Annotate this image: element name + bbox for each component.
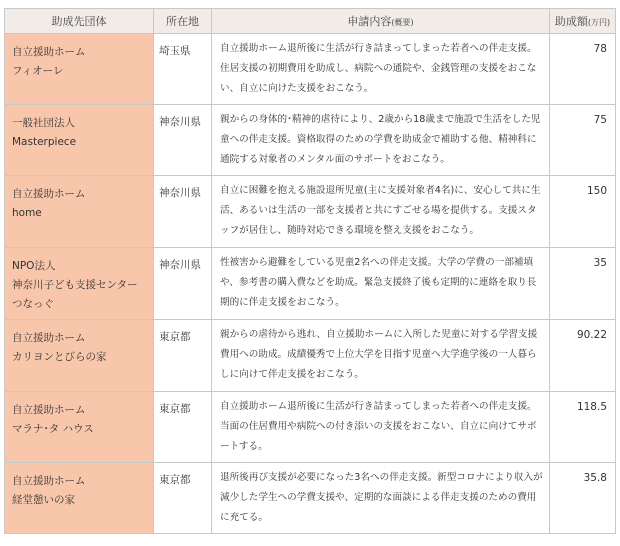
amount-cell: 35	[550, 248, 616, 320]
amount-cell: 35.8	[550, 463, 616, 534]
org-cell	[5, 248, 154, 320]
org-line-1: 自立援助ホーム	[12, 46, 86, 58]
table-row	[5, 320, 616, 392]
org-line-3: つなっぐ	[12, 298, 54, 310]
header-org-label: 助成先団体	[51, 15, 107, 28]
header-desc-label: 申請内容	[347, 15, 392, 28]
pref-cell: 東京都	[154, 463, 212, 534]
pref-cell: 神奈川県	[154, 176, 212, 248]
desc-cell: 自立に困難を抱える施設退所児童(主に支援対象者4名)に、安心して共に生活、あるいは生活の一部を支援者と共にすごせる場を提供する。支援スタッフが居住し、随時対応できる環境を整え支援をおこなう。	[212, 176, 550, 248]
org-line-2: 経堂憩いの家	[12, 494, 75, 506]
header-row	[5, 9, 616, 34]
header-desc-note: (概要)	[391, 18, 414, 27]
amount-cell: 90.22	[550, 320, 616, 392]
org-cell	[5, 320, 154, 392]
org-cell	[5, 463, 154, 534]
amount-cell: 75	[550, 105, 616, 176]
org-line-2: フィオーレ	[12, 65, 64, 77]
desc-cell: 親からの身体的･精神的虐待により、2歳から18歳まで施設で生活をした児童への伴走支援。資格取得のための学費を助成金で補助する他、精神科に通院する対象者のメンタル面のサポートをおこなう。	[212, 105, 550, 176]
org-line-1: 自立援助ホーム	[12, 188, 86, 200]
pref-cell: 神奈川県	[154, 248, 212, 320]
pref-cell: 東京都	[154, 320, 212, 392]
pref-cell: 東京都	[154, 392, 212, 463]
org-line-2: home	[12, 207, 42, 219]
header-amount	[550, 9, 616, 34]
org-line-1: 一般社団法人	[12, 117, 75, 129]
org-line-1: 自立援助ホーム	[12, 332, 86, 344]
table-row	[5, 176, 616, 248]
org-cell	[5, 105, 154, 176]
pref-cell: 神奈川県	[154, 105, 212, 176]
header-amount-label: 助成額	[554, 15, 588, 28]
org-line-2: Masterpiece	[12, 136, 77, 148]
header-amount-unit: (万円)	[587, 18, 611, 27]
amount-cell: 118.5	[550, 392, 616, 463]
amount-cell: 150	[550, 176, 616, 248]
desc-cell: 性被害から避難をしている児童2名への伴走支援。大学の学費の一部補填や、参考書の購入費などを助成。緊急支援終了後も定期的に連絡を取り長期的に伴走支援をおこなう。	[212, 248, 550, 320]
table-row	[5, 392, 616, 463]
org-line-1: 自立援助ホーム	[12, 404, 86, 416]
org-line-2: カリヨンとびらの家	[12, 351, 107, 363]
table-row	[5, 248, 616, 320]
table-row	[5, 105, 616, 176]
desc-cell: 退所後再び支援が必要になった3名への伴走支援。新型コロナにより収入が減少した学生への学費支援や、定期的な面談による伴走支援のための費用に充てる。	[212, 463, 550, 534]
pref-cell: 埼玉県	[154, 34, 212, 105]
org-line-1: NPO法人	[12, 260, 56, 272]
org-line-2: マラナ･タ ハウス	[12, 423, 94, 435]
desc-cell: 自立援助ホーム退所後に生活が行き詰まってしまった若者への伴走支援。住居支援の初期費用を助成し、病院への通院や、金銭管理の支援をおこない、自立に向けた支援をおこなう。	[212, 34, 550, 105]
desc-cell: 自立援助ホーム退所後に生活が行き詰まってしまった若者への伴走支援。当面の住居費用や病院への付き添いの支援をおこない、自立に向けてサポートする。	[212, 392, 550, 463]
org-cell	[5, 34, 154, 105]
org-line-1: 自立援助ホーム	[12, 475, 86, 487]
amount-cell: 78	[550, 34, 616, 105]
desc-cell: 親からの虐待から逃れ、自立援助ホームに入所した児童に対する学習支援費用への助成。成績優秀で上位大学を目指す児童へ大学進学後の一人暮らしに向けて伴走支援をおこなう。	[212, 320, 550, 392]
header-pref	[154, 9, 212, 34]
org-line-2: 神奈川子ども支援センター	[12, 279, 138, 291]
header-desc	[212, 9, 550, 34]
org-cell	[5, 176, 154, 248]
org-cell	[5, 392, 154, 463]
table-row	[5, 34, 616, 105]
table-row	[5, 463, 616, 534]
header-org	[5, 9, 154, 34]
header-pref-label: 所在地	[166, 15, 199, 28]
grant-table	[4, 8, 616, 534]
